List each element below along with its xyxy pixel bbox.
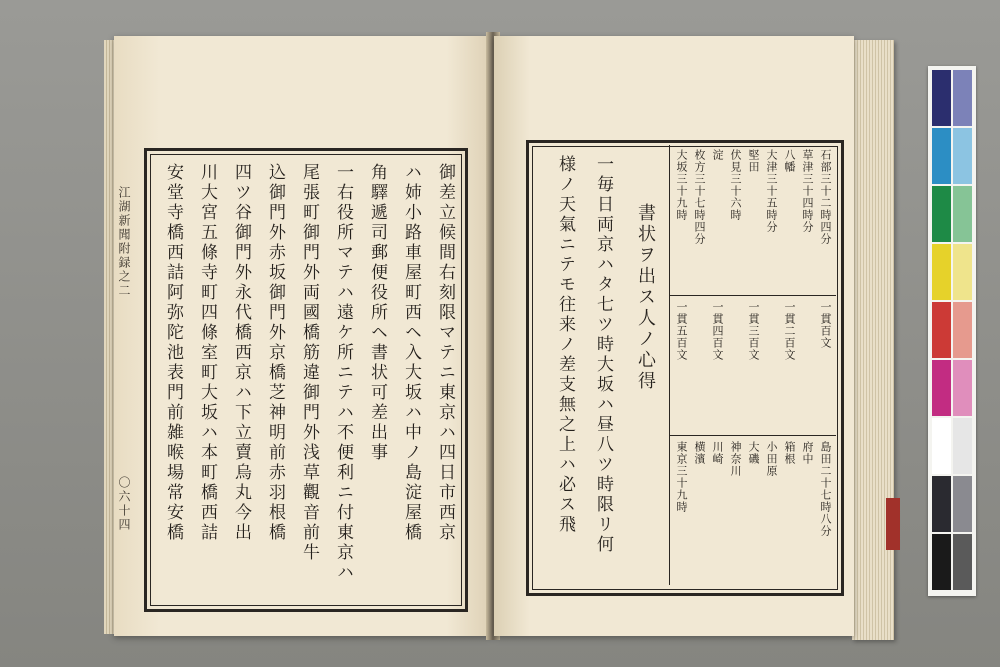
color-patch xyxy=(932,128,951,184)
color-patch xyxy=(932,186,951,242)
text-column: 様ノ天氣ニテモ往来ノ差支無之上ハ必ス飛 xyxy=(555,155,575,535)
text-column: 一右役所マテハ遠ケ所ニテハ不便利ニ付東京ハ xyxy=(333,163,353,583)
timetable-cell: 東京三十九時 xyxy=(675,441,688,513)
timetable-cell: 草津三十四時分 xyxy=(801,149,814,233)
timetable-cell: 八幡 xyxy=(783,149,796,173)
timetable-cell: 堅田 xyxy=(747,149,760,173)
timetable-price: 一貫二百文 xyxy=(783,301,796,361)
timetable-cell: 小田原 xyxy=(765,441,778,477)
color-patch xyxy=(953,360,972,416)
color-patch xyxy=(953,534,972,590)
timetable-cell: 枚方三十七時四分 xyxy=(693,149,706,245)
text-column: 込御門外赤坂御門外京橋芝神明前赤羽根橋 xyxy=(265,163,285,543)
color-patch xyxy=(932,302,951,358)
text-column: 御差立候間右刻限マテニ東京ハ四日市西京 xyxy=(435,163,455,543)
timetable-cell: 箱根 xyxy=(783,441,796,465)
right-text-frame xyxy=(526,140,844,596)
grid-rule xyxy=(670,295,836,296)
left-text-frame xyxy=(144,148,468,612)
section-heading: 書状ヲ出ス人ノ心得 xyxy=(635,203,656,392)
color-patch xyxy=(953,476,972,532)
timetable-cell: 伏見三十六時 xyxy=(729,149,742,221)
timetable-cell: 大坂三十九時 xyxy=(675,149,688,221)
color-patch xyxy=(953,186,972,242)
color-patch xyxy=(953,128,972,184)
text-column: 四ツ谷御門外永代橋西京ハ下立賣烏丸今出 xyxy=(231,163,251,543)
open-book xyxy=(100,22,900,646)
color-patch xyxy=(932,360,951,416)
color-patch xyxy=(953,70,972,126)
text-column: 川大宮五條寺町四條室町大坂ハ本町橋西詰 xyxy=(197,163,217,543)
color-patch xyxy=(953,418,972,474)
red-bookmark-tab xyxy=(886,498,900,550)
timetable-cell: 神奈川 xyxy=(729,441,742,477)
timetable-cell: 島田二十七時八分 xyxy=(819,441,832,537)
color-patch xyxy=(932,244,951,300)
timetable-cell: 横濱 xyxy=(693,441,706,465)
text-column: 角驛遞司郵便役所ヘ書状可差出事 xyxy=(367,163,387,463)
timetable-cell: 大磯 xyxy=(747,441,760,465)
timetable-cell: 川崎 xyxy=(711,441,724,465)
grid-rule xyxy=(670,435,836,436)
color-patch xyxy=(932,476,951,532)
timetable-cell: 石部三十二時四分 xyxy=(819,149,832,245)
color-patch xyxy=(932,534,951,590)
timetable-cell: 大津三十五時分 xyxy=(765,149,778,233)
right-page-edges xyxy=(852,40,894,640)
text-column: ハ姉小路車屋町西ヘ入大坂ハ中ノ島淀屋橋 xyxy=(401,163,421,543)
color-patch xyxy=(953,302,972,358)
color-patch xyxy=(932,418,951,474)
color-patch xyxy=(932,70,951,126)
left-margin-title: 江湖新聞附録之二 xyxy=(117,186,131,298)
timetable-price: 一貫百文 xyxy=(819,301,832,349)
text-column: 安堂寺橋西詰阿弥陀池表門前雑喉場常安橋 xyxy=(163,163,183,543)
text-column: 一毎日両京ハタ七ツ時大坂ハ昼八ツ時限リ何 xyxy=(593,155,613,555)
timetable-cell: 淀 xyxy=(711,149,724,161)
right-page xyxy=(494,36,854,636)
timetable-price: 一貫四百文 xyxy=(711,301,724,361)
left-page xyxy=(114,36,492,636)
left-margin-folio: 〇六十四 xyxy=(117,476,131,532)
text-column: 尾張町御門外両國橋筋違御門外浅草觀音前牛 xyxy=(299,163,319,563)
timetable-cell: 府中 xyxy=(801,441,814,465)
color-patch xyxy=(953,244,972,300)
timetable-price: 一貫三百文 xyxy=(747,301,760,361)
color-calibration-card xyxy=(928,66,976,596)
timetable-grid xyxy=(669,145,836,585)
timetable-price: 一貫五百文 xyxy=(675,301,688,361)
